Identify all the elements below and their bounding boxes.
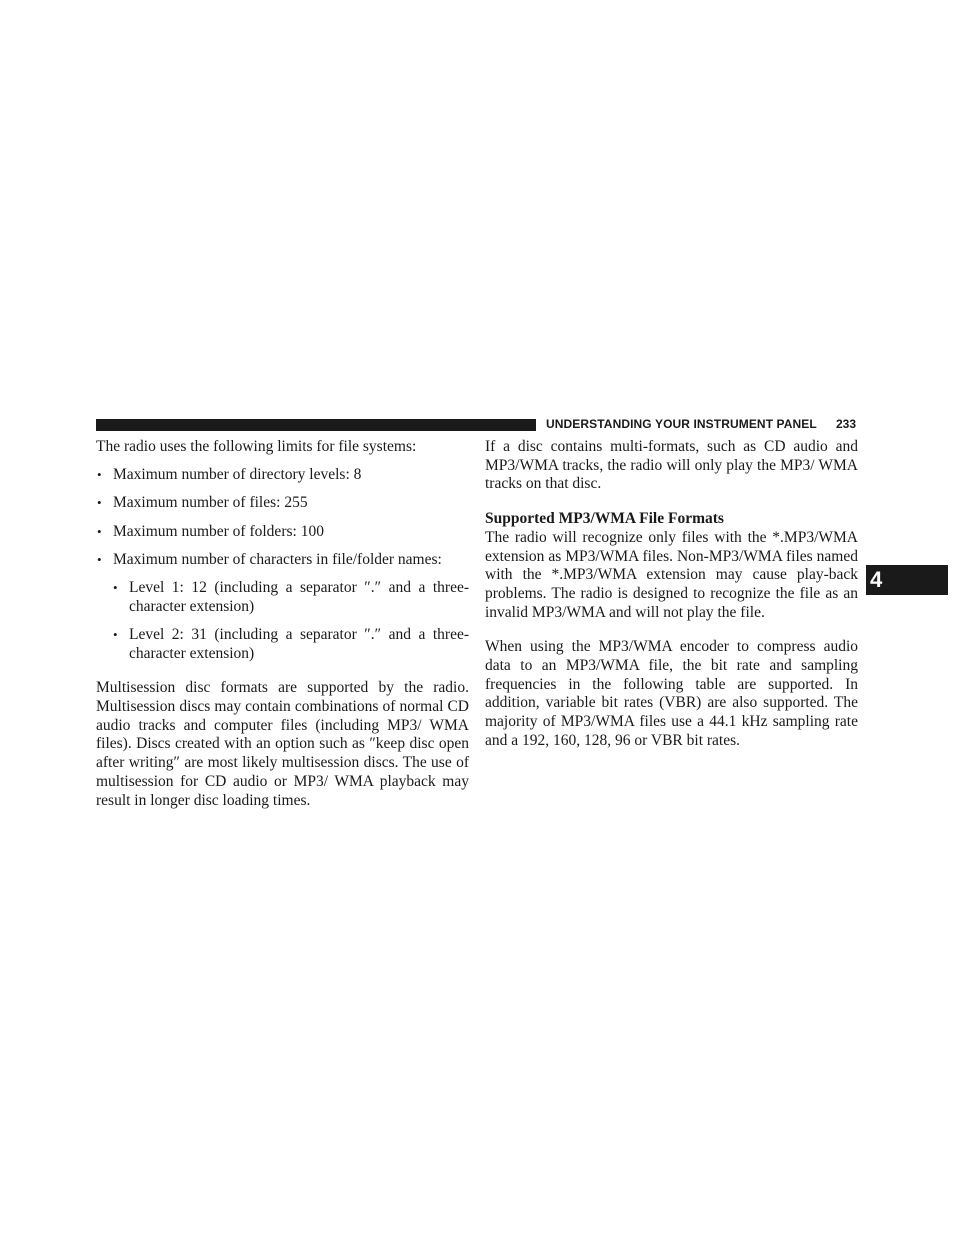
- page-number: 233: [836, 417, 857, 431]
- list-item: [96, 523, 469, 542]
- list-item-text: Maximum number of files: 255: [113, 494, 308, 512]
- list-item-text: Maximum number of directory levels: 8: [113, 466, 362, 484]
- encoder-paragraph: When using the MP3/WMA encoder to compress audio data to an MP3/WMA file, the bit rate and sampling frequencies in the following table are supported. In addition, variable bit rates (VBR) are also supported. The majority of MP3/WMA files use a 44.1 kHz sampling rate and a 192, 160, 128, 96 or VBR bit rates.: [485, 638, 858, 749]
- list-item: [96, 494, 469, 513]
- chapter-tab: 4: [866, 565, 948, 595]
- list-item: [96, 551, 469, 570]
- multisession-paragraph: Multisession disc formats are supported by the radio. Multisession discs may contain combinations of normal CD audio tracks and computer files (including MP3/ WMA files). Discs created with an option such as ″keep disc open after writing″ are most likely multisession discs. The use of multisession for CD audio or MP3/ WMA playback may result in longer disc loading times.: [96, 679, 469, 809]
- right-column: [485, 438, 858, 751]
- header-rule: [96, 419, 536, 431]
- bullet-icon: •: [97, 551, 102, 567]
- sub-list-item: [96, 626, 469, 663]
- sub-list-item: [96, 579, 469, 616]
- bullet-icon: •: [97, 495, 102, 511]
- list-item-text: Maximum number of folders: 100: [113, 522, 324, 540]
- bullet-icon: •: [97, 523, 102, 539]
- bullet-icon: •: [113, 626, 118, 642]
- file-system-intro: The radio uses the following limits for file systems:: [96, 438, 417, 455]
- left-column: [96, 438, 469, 810]
- file-system-limits-list: [96, 466, 469, 663]
- sub-list-item-text: Level 1: 12 (including a separator ″.″ and a three-character extension): [129, 579, 469, 615]
- sub-list-item-text: Level 2: 31 (including a separator ″.″ and a three-character extension): [129, 625, 469, 662]
- list-item: [96, 466, 469, 485]
- list-item-text: Maximum number of characters in file/folder names:: [113, 550, 442, 568]
- supported-formats-heading: Supported MP3/WMA File Formats: [485, 510, 724, 528]
- formats-paragraph: The radio will recognize only files with the *.MP3/WMA extension as MP3/WMA files. Non-MP3/WMA files named with the *.MP3/WMA extension may cause play-back problems. The radio is designed to recognize the file as an invalid MP3/WMA and will not play the file.: [485, 528, 858, 621]
- multiformat-paragraph: If a disc contains multi-formats, such as CD audio and MP3/WMA tracks, the radio will only play the MP3/ WMA tracks on that disc.: [485, 438, 858, 493]
- section-title: UNDERSTANDING YOUR INSTRUMENT PANEL: [546, 417, 817, 431]
- bullet-icon: •: [113, 580, 118, 596]
- bullet-icon: •: [97, 467, 102, 483]
